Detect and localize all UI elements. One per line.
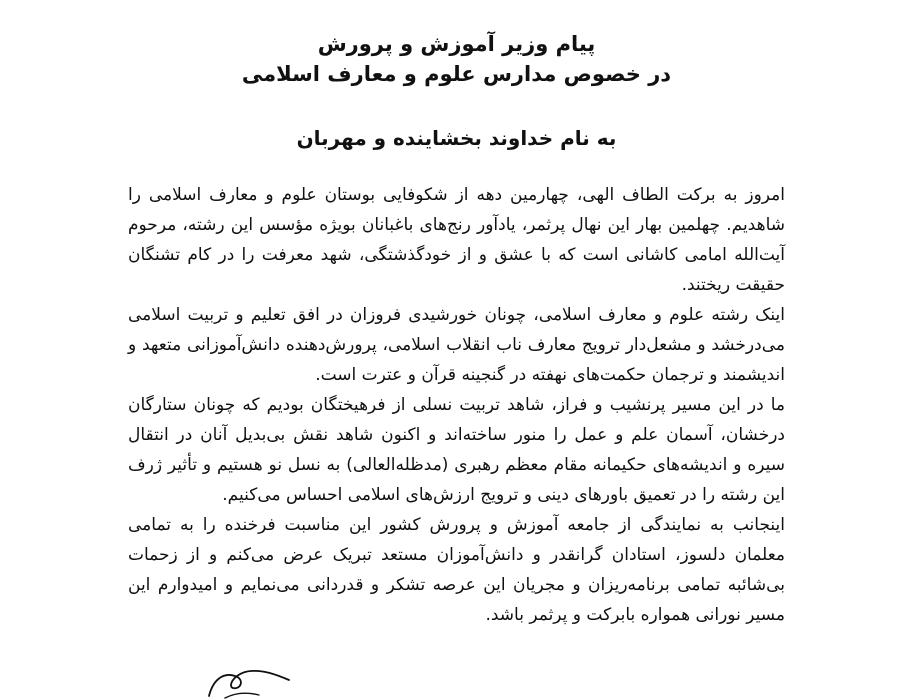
page-title: پیام وزیر آموزش و پرورش: [317, 32, 596, 56]
paragraph-2: اینک رشته علوم و معارف اسلامی، چونان خورشیدی فروزان در افق تعلیم و تربیت اسلامی می‌درخشد و مشعل‌دار ترویج معارف ناب انقلاب اسلامی، پرورش‌دهنده دانش‌آموزانی متعهد و اندیشمند و ترجمان حکمت‌های نهفته در گنجینه قرآن و عترت است.: [128, 305, 785, 385]
basmala-heading: به نام خداوند بخشاینده و مهربان: [296, 126, 617, 150]
message-body: [128, 180, 785, 630]
paragraph-3: ما در این مسیر پرنشیب و فراز، شاهد تربیت نسلی از فرهیختگان بودیم که چونان ستارگان درخشان، آسمان علم و عمل را منور ساخته‌اند و اکنون شاهد نقش بی‌بدیل آنان در انتقال سیره و اندیشه‌های حکیمانه مقام معظم رهبری (مدظله‌العالی) به نسل نو هستیم و تأثیر ژرف این رشته را در تعمیق باورهای دینی و ترویج ارزش‌های اسلامی احساس می‌کنیم.: [128, 395, 785, 505]
signature-icon: [205, 666, 295, 700]
paragraph-1: امروز به برکت الطاف الهی، چهارمین دهه از شکوفایی بوستان علوم و معارف اسلامی را شاهدیم. چهلمین بهار این نهال پرثمر، یادآور رنج‌های باغبانان بویژه مؤسس این رشته، مرحوم آیت‌الله امامی کاشانی است که با عشق و از خودگذشتگی، شهد معرفت را در کام تشنگان حقیقت ریختند.: [128, 185, 785, 295]
paragraph-4: اینجانب به نمایندگی از جامعه آموزش و پرورش کشور این مناسبت فرخنده را به تمامی معلمان دلسوز، استادان گرانقدر و دانش‌آموزان مستعد تبریک عرض می‌کنم و از زحمات بی‌شائبه تمامی برنامه‌ریزان و مجریان این عرصه تشکر و قدردانی می‌نمایم و امیدوارم این مسیر نورانی همواره بابرکت و پرثمر باشد.: [128, 515, 785, 625]
page-subtitle: در خصوص مدارس علوم و معارف اسلامی: [241, 62, 672, 86]
